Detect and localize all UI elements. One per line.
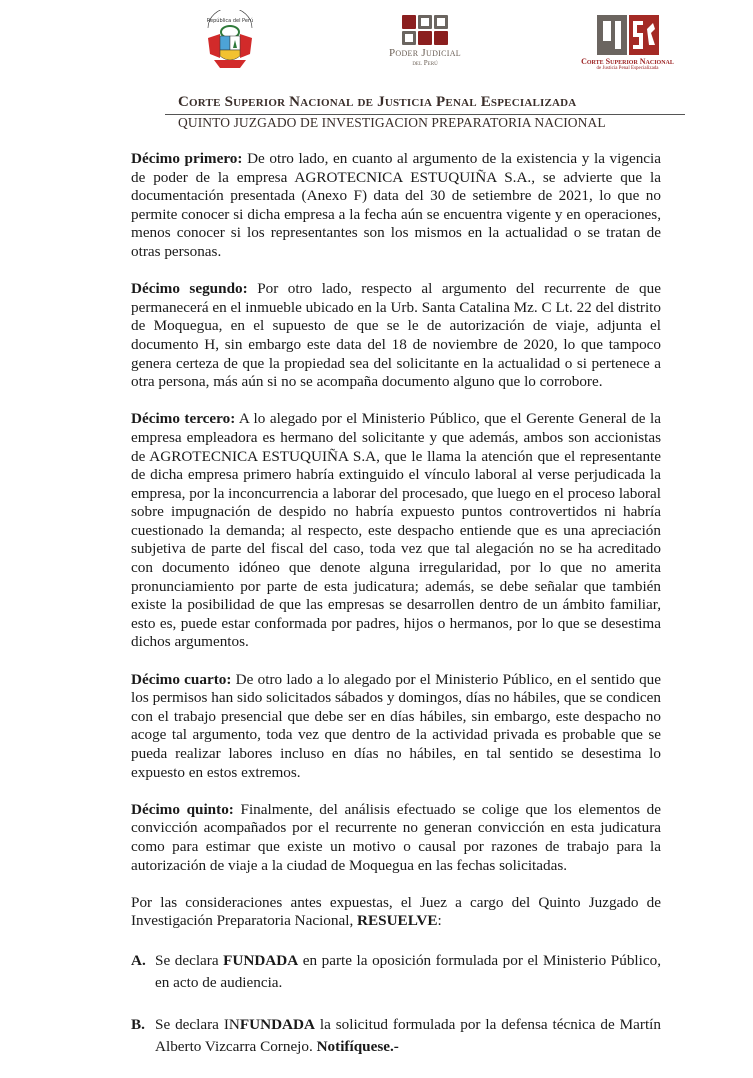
paragraph-decimo-tercero xyxy=(131,410,661,652)
court-subtitle: QUINTO JUZGADO DE INVESTIGACION PREPARATORIA NACIONAL xyxy=(178,115,606,130)
paragraph-label: Décimo tercero: xyxy=(131,410,236,428)
peru-coat-of-arms-icon xyxy=(200,10,260,80)
paragraph-text: De otro lado, en cuanto al argumento de la existencia y la vigencia de poder de la empresa AGROTECNICA ESTUQUIÑA S.A., se advierte que la documentación presentada (Anexo F) data del 30 de setiembre de 2021, lo que no permite conocer si dicha empresa a la fecha aún se encuentra vigente y en operaciones, menos conocer si los representantes son los mismos en la actualidad o se tratan de otras personas. xyxy=(131,150,661,260)
paragraph-label: Décimo cuarto: xyxy=(131,670,232,688)
escudo-text: República del Perú xyxy=(206,18,254,24)
resolution-intro xyxy=(131,894,661,931)
coat-of-arms-graphic xyxy=(200,10,260,80)
poder-judicial-logo-icon xyxy=(402,15,448,45)
paragraph-text: A lo alegado por el Ministerio Público, que el Gerente General de la empresa empleadora es hermano del solicitante y que además, ambos son accionistas de AGROTECNICA ESTUQUIÑA S.A, que le llama la atención que el representante de dicha empresa primero habría extinguido el vínculo laboral al verse perjudicada la empresa, por la inconcurrencia a laborar del procesado, que luego en el proceso laboral sobre impugnación de despido no habría expuesto puntos controvertidos ni habría cuestionado la demanda; al respecto, este despacho entiende que es una apreciación subjetiva de parte del fiscal del caso, toda vez que tal alegación no se ha acreditado con documento idóneo que denote alguna irregularidad, por lo que no amerita pronunciamiento por parte de esta judicatura; además, se debe señalar que también existe la posibilidad de que las empresas se desarrollen dentro de un ámbito familiar, esto es, puede estar conformada por padres, hijos o hermanos, por lo que se desestima dichos argumentos. xyxy=(131,410,662,651)
resolution-item-b xyxy=(131,1014,661,1058)
item-post: en parte la oposición formulada por el Ministerio Público, en acto de audiencia. xyxy=(155,951,661,991)
poder-judicial-name: Poder Judicial xyxy=(388,47,461,59)
resolution-item-a xyxy=(131,950,661,994)
paragraph-text: Finalmente, del análisis efectuado se colige que los elementos de convicción acompañados por el recurrente no generan convicción en esta judicatura como para estimar que existe un motivo o causal por razones de trabajo para la autorización de viaje a la ciudad de Moquegua en las fechas solicitadas. xyxy=(131,800,661,874)
document-body xyxy=(131,150,661,1078)
paragraph-decimo-cuarto xyxy=(131,671,661,783)
paragraph-text: De otro lado a lo alegado por el Ministerio Público, en el sentido que los permisos han sido solicitados sábados y domingos, días no hábiles, que se condicen con el trabajo presencial que debe ser en días hábiles, sin embargo, este despacho no acoge tal argumento, toda vez que dentro de la actividad privada es probable que se pueda realizar labores incluso en días no hábiles, en tal sentido se desestima lo expuesto en estos extremos. xyxy=(131,670,661,781)
poder-judicial-logo xyxy=(385,15,465,90)
court-title: Corte Superior Nacional de Justicia Penal Especializada xyxy=(178,94,577,110)
item-bold: FUNDADA xyxy=(223,951,299,969)
item-pre: Se declara xyxy=(155,951,224,969)
resolution-list xyxy=(131,950,661,1058)
paragraph-label: Décimo primero: xyxy=(131,150,243,167)
poder-judicial-sub: del Perú xyxy=(412,59,438,67)
paragraph-label: Décimo quinto: xyxy=(131,800,234,818)
resolution-intro-text: Por las consideraciones antes expuestas, el Juez a cargo del Quinto Juzgado de Investigación Preparatoria Nacional, xyxy=(131,893,661,930)
item-letter: A. xyxy=(131,951,146,969)
item-bold: FUNDADA xyxy=(239,1015,315,1033)
resolution-colon: : xyxy=(437,912,442,930)
item-pre: Se declara IN xyxy=(155,1015,240,1033)
item-letter: B. xyxy=(131,1015,145,1033)
item-post: la solicitud formulada por la defensa técnica de Martín Alberto Vizcarra Cornejo. xyxy=(155,1015,661,1055)
paragraph-label: Décimo segundo: xyxy=(131,280,248,298)
paragraph-decimo-segundo xyxy=(131,280,661,392)
item-tail: Notifíquese.- xyxy=(316,1037,399,1055)
paragraph-decimo-primero xyxy=(131,150,661,262)
resolution-keyword: RESUELVE xyxy=(357,912,438,930)
csnj-logo xyxy=(565,15,690,75)
csnj-name: Corte Superior Nacional xyxy=(581,57,674,66)
csnj-sub: de Justicia Penal Especializada xyxy=(596,66,659,71)
csnj-logo-icon xyxy=(565,15,690,55)
paragraph-decimo-quinto xyxy=(131,801,661,875)
paragraph-text: Por otro lado, respecto al argumento del recurrente de que permanecerá en el inmueble ubicado en la Urb. Santa Catalina Mz. C Lt. 22 del distrito de Moquegua, en el supuesto de que se le de autorización de viaje, adjunta el documento H, sin embargo este data del 18 de noviembre de 2020, lo que tampoco genera certeza de que la propiedad sea del solicitante en la actualidad o si pertenece a otra persona, más aún si no se acompaña documento alguno que lo corrobore. xyxy=(131,280,661,391)
